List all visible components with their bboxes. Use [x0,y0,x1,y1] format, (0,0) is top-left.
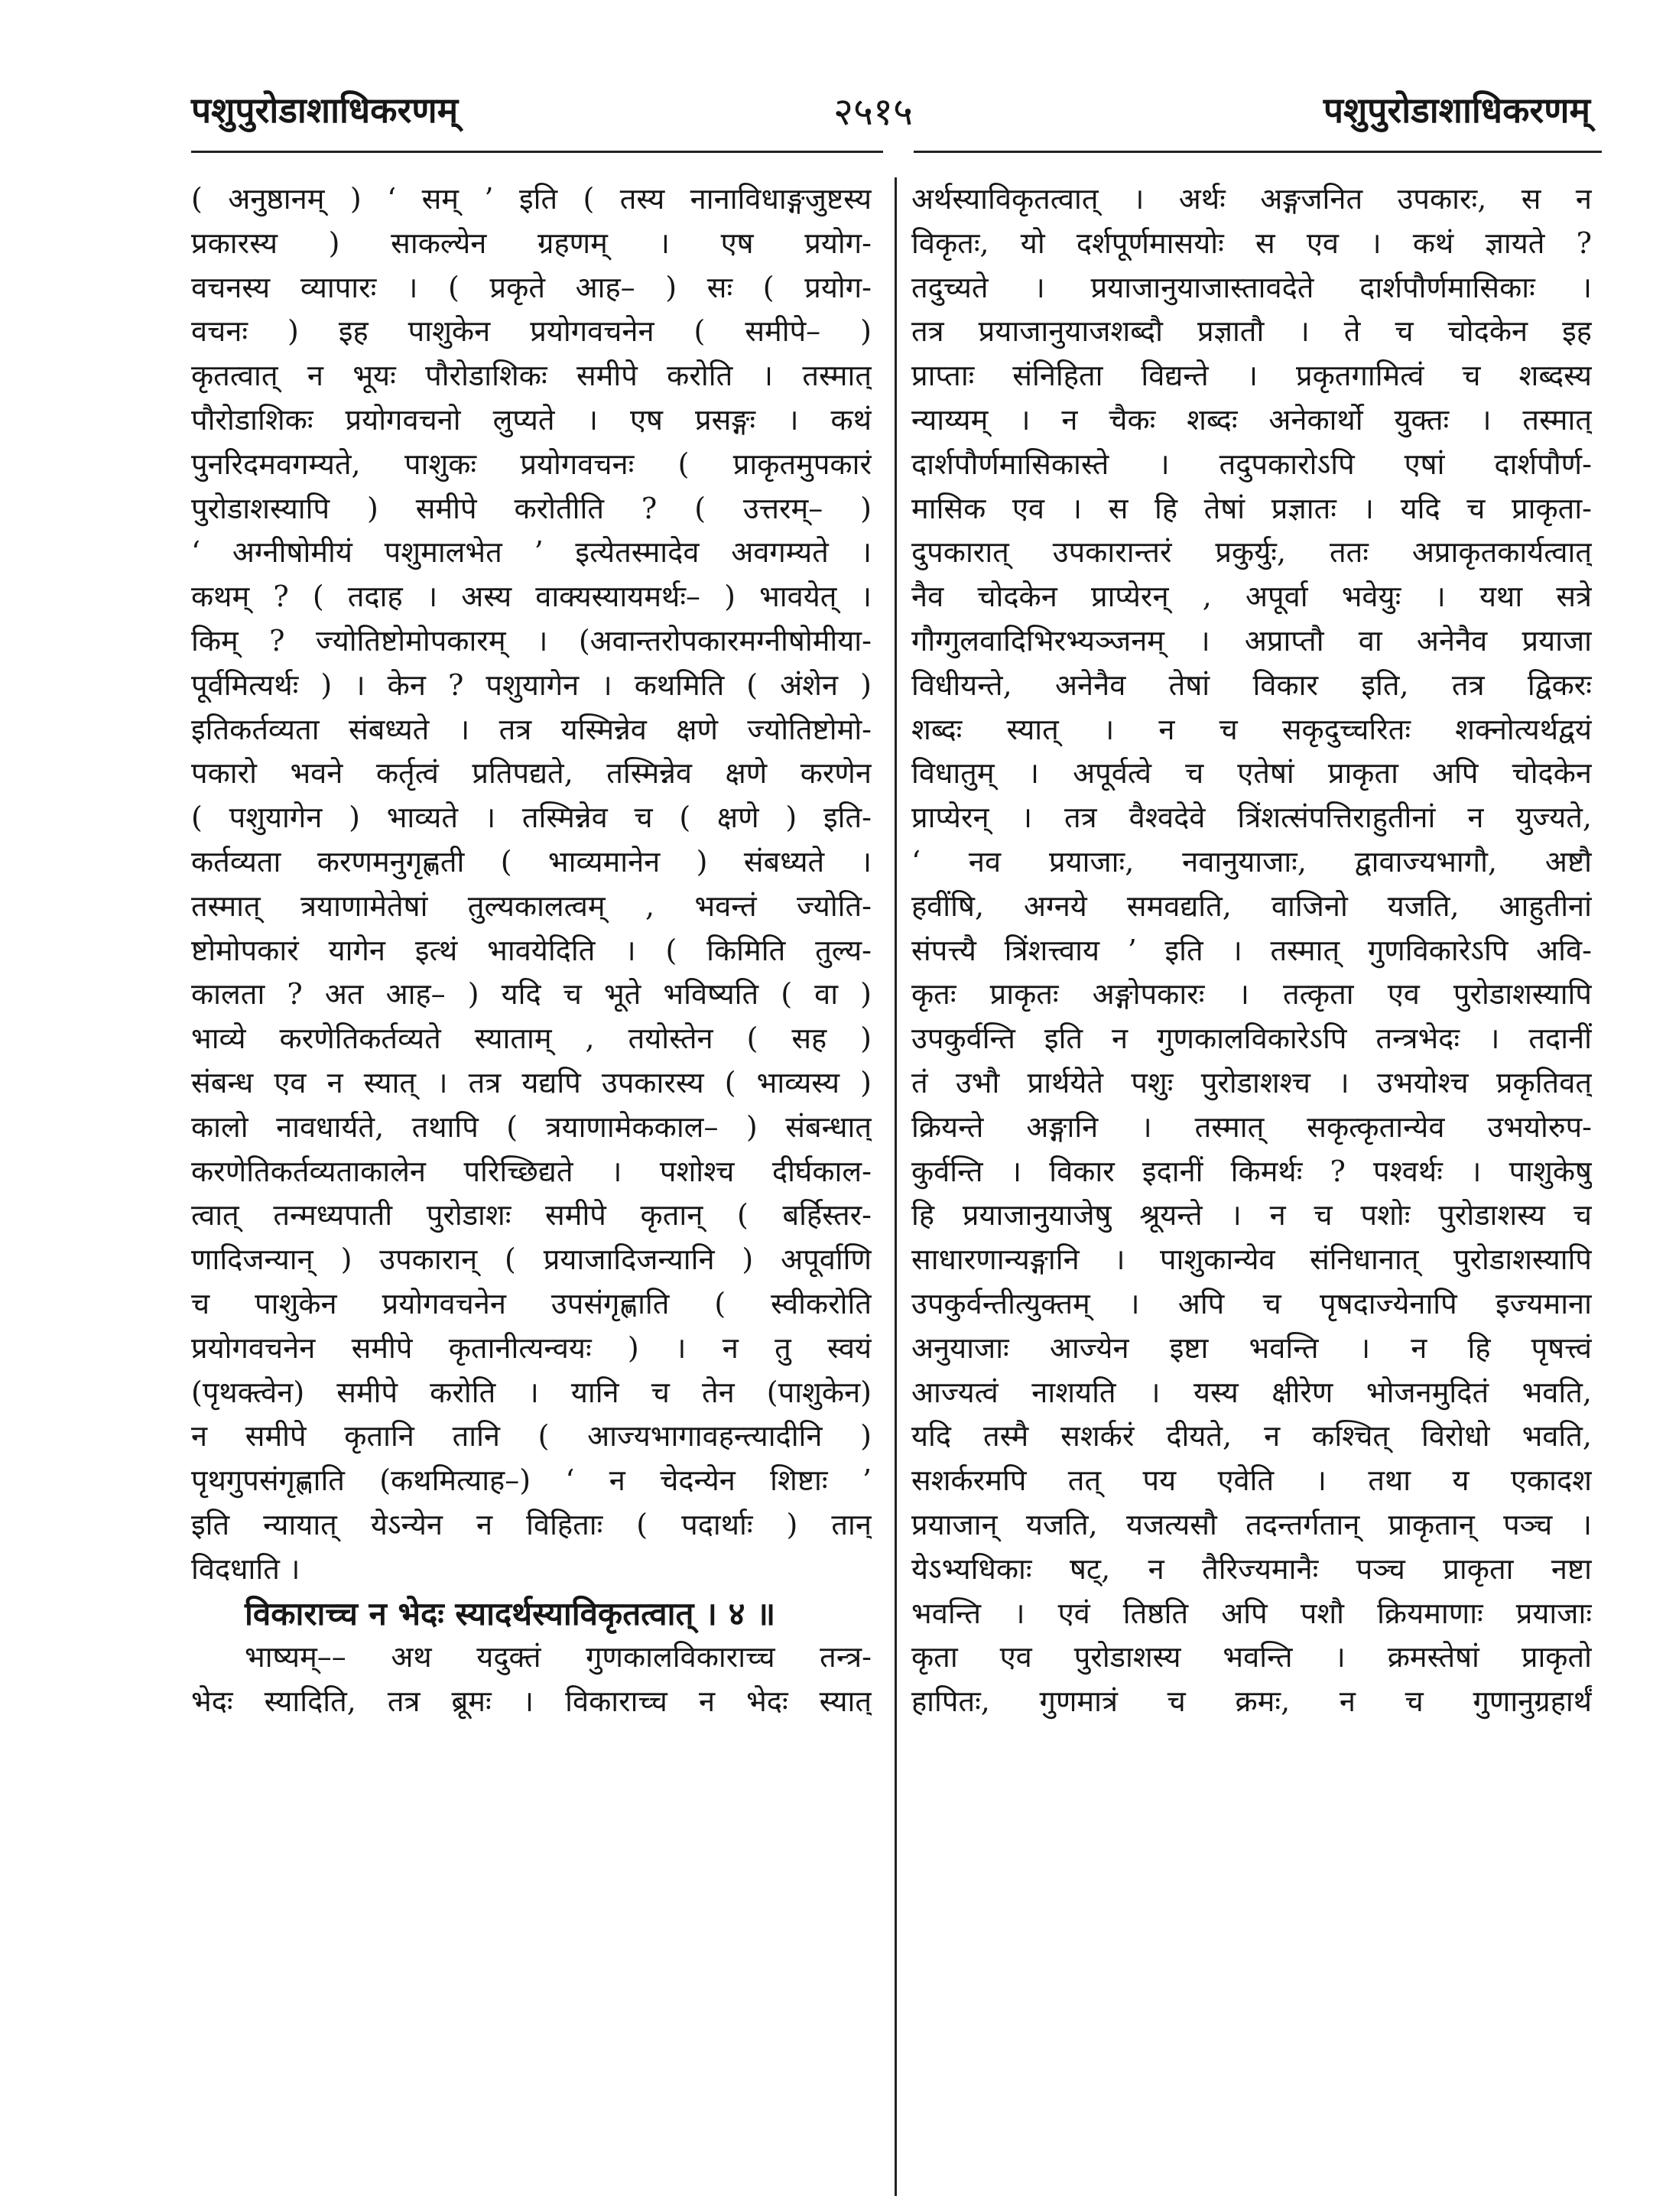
text-line: साधारणान्यङ्गानि । पाशुकान्येव संनिधानात् पुरोडाशस्यापि [911,1242,1592,1277]
header-right-title: पशुपुरोडाशाधिकरणम् [1323,89,1590,131]
text-line: कृतः प्राकृतः अङ्गोपकारः । तत्कृता एव पुरोडाशस्यापि [911,977,1592,1012]
text-line: किम् ? ज्योतिष्टोमोपकारम् । (अवान्तरोपकारमग्नीषोमीया- [191,623,872,658]
text-line: येऽभ्यधिकाः षट्, न तैरिज्यमानैः पञ्च प्राकृता नष्टा [911,1551,1592,1586]
text-line: अनुयाजाः आज्येन इष्टा भवन्ति । न हि पृषत्त्वं [911,1330,1592,1365]
text-line: ‘ अग्नीषोमीयं पशुमालभेत ’ इत्येतस्मादेव अवगम्यते । [191,535,872,570]
text-line: अर्थस्याविकृतत्वात् । अर्थः अङ्गजनित उपकारः, स न [911,182,1592,216]
text-line: पुनरिदमवगम्यते, पाशुकः प्रयोगवचनः ( प्राकृतमुपकारं [191,447,872,481]
text-line: सशर्करमपि तत् पय एवेति । तथा य एकादश [911,1463,1592,1498]
text-line: प्रयोगवचनेन समीपे कृतानीत्यन्वयः ) । न तु स्वयं [191,1330,872,1365]
text-line: ( अनुष्ठानम् ) ‘ सम् ’ इति ( तस्य नानाविधाङ्गजुष्टस्य [191,182,872,216]
text-line: प्रयाजान् यजति, यजत्यसौ तदन्तर्गतान् प्राकृतान् पञ्च । [911,1507,1592,1541]
text-line: इतिकर्तव्यता संबध्यते । तत्र यस्मिन्नेव क्षणे ज्योतिष्टोमो- [191,712,872,746]
text-line: कृता एव पुरोडाशस्य भवन्ति । क्रमस्तेषां प्राकृतो [911,1640,1592,1674]
text-line: ष्टोमोपकारं यागेन इत्थं भावयेदिति । ( किमिति तुल्य- [191,933,872,967]
header-rule-left [191,151,883,153]
text-line: तस्मात् त्रयाणामेतेषां तुल्यकालत्वम् , भवन्तं ज्योति- [191,888,872,923]
text-line: ‘ नव प्रयाजाः, नवानुयाजाः, द्वावाज्यभागौ, अष्टौ [911,844,1592,879]
text-line: पुरोडाशस्यापि ) समीपे करोतीति ? ( उत्तरम्– ) [191,491,872,525]
text-line: करणेतिकर्तव्यताकालेन परिच्छिद्यते । पशोश्च दीर्घकाल- [191,1154,872,1188]
text-line: त्वात् तन्मध्यपाती पुरोडाशः समीपे कृतान् ( बर्हिस्तर- [191,1198,872,1233]
text-line: उपकुर्वन्तीत्युक्तम् । अपि च पृषदाज्येनापि इज्यमाना [911,1286,1592,1320]
column-divider [895,177,897,2196]
text-line: विकृतः, यो दर्शपूर्णमासयोः स एव । कथं ज्ञायते ? [911,226,1592,260]
text-line: (पृथक्त्वेन) समीपे करोति । यानि च तेन (पाशुकेन) [191,1375,872,1409]
page-number: २५१५ [833,89,913,134]
text-line: नैव चोदकेन प्राप्येरन् , अपूर्वा भवेयुः । यथा सत्रे [911,580,1592,614]
text-line: उपकुर्वन्ति इति न गुणकालविकारेऽपि तन्त्रभेदः । तदानीं [911,1022,1592,1056]
text-line: दार्शपौर्णमासिकास्ते । तदुपकारोऽपि एषां दार्शपौर्ण- [911,447,1592,481]
text-line: प्राप्येरन् । तत्र वैश्वदेवे त्रिंशत्संपत्तिराहुतीनां न युज्यते, [911,801,1592,835]
text-line: हापितः, गुणमात्रं च क्रमः, न च गुणानुग्रहार्थं [911,1684,1592,1719]
text-line: कर्तव्यता करणमनुगृह्णती ( भाव्यमानेन ) संबध्यते । [191,844,872,879]
text-line: यदि तस्मै सशर्करं दीयते, न कश्चित् विरोधो भवति, [911,1419,1592,1454]
text-line: न्याय्यम् । न चैकः शब्दः अनेकार्थो युक्तः । तस्मात् [911,402,1592,437]
text-line: पृथगुपसंगृह्णाति (कथमित्याह–) ‘ न चेदन्येन शिष्टाः ’ [191,1463,872,1498]
text-line: तदुच्यते । प्रयाजानुयाजास्तावदेते दार्शपौर्णमासिकाः । [911,270,1592,304]
text-line: पकारो भवने कर्तृत्वं प्रतिपद्यते, तस्मिन्नेव क्षणे करणेन [191,756,872,791]
text-line: दुपकारात् उपकारान्तरं प्रकुर्युः, ततः अप्राकृतकार्यत्वात् [911,535,1592,570]
text-line: ( पशुयागेन ) भाव्यते । तस्मिन्नेव च ( क्षणे ) इति- [191,801,872,835]
text-line: हि प्रयाजानुयाजेषु श्रूयन्ते । न च पशोः पुरोडाशस्य च [911,1198,1592,1233]
text-line: विधीयन्ते, अनेनैव तेषां विकार इति, तत्र द्विकरः [911,667,1592,702]
bhashya-line: भेदः स्यादिति, तत्र ब्रूमः । विकाराच्च न भेदः स्यात् [191,1684,872,1719]
text-line: च पाशुकेन प्रयोगवचनेन उपसंगृह्णाति ( स्वीकरोति [191,1286,872,1320]
text-line: वचनः ) इह पाशुकेन प्रयोगवचनेन ( समीपे– ) [191,314,872,349]
text-line: हवींषि, अग्नये समवद्यति, वाजिनो यजति, आहुतीनां [911,888,1592,923]
text-line: शब्दः स्यात् । न च सकृदुच्चरितः शक्नोत्यर्थद्वयं [911,712,1592,746]
text-line: तं उभौ प्रार्थयेते पशुः पुरोडाशश्च । उभयोश्च प्रकृतिवत् [911,1065,1592,1100]
text-line: कालो नावधार्यते, तथापि ( त्रयाणामेककाल– ) संबन्धात् [191,1109,872,1144]
text-line: कथम् ? ( तदाह । अस्य वाक्यस्यायमर्थः– ) भावयेत् । [191,580,872,614]
header-left-title: पशुपुरोडाशाधिकरणम् [191,89,459,131]
text-line: कृतत्वात् न भूयः पौरोडाशिकः समीपे करोति । तस्मात् [191,359,872,393]
text-line: इति न्यायात् येऽन्येन न विहिताः ( पदार्थाः ) तान् [191,1507,872,1541]
text-line: कालता ? अत आह– ) यदि च भूते भविष्यति ( वा ) [191,977,872,1012]
sutra-heading: विकाराच्च न भेदः स्यादर्थस्याविकृतत्वात् । ४ ॥ [245,1594,776,1632]
text-line: पौरोडाशिकः प्रयोगवचनो लुप्यते । एष प्रसङ्गः । कथं [191,402,872,437]
text-line: पूर्वमित्यर्थः ) । केन ? पशुयागेन । कथमिति ( अंशेन ) [191,667,872,702]
text-line: भवन्ति । एवं तिष्ठति अपि पशौ क्रियमाणाः प्रयाजाः [911,1596,1592,1630]
text-line: भाव्ये करणेतिकर्तव्यते स्याताम् , तयोस्तेन ( सह ) [191,1022,872,1056]
text-line: विदधाति । [191,1551,300,1586]
running-header [191,76,1590,145]
text-line: क्रियन्ते अङ्गानि । तस्मात् सकृत्कृतान्येव उभयोरुप- [911,1109,1592,1144]
text-line: गौग्गुलवादिभिरभ्यञ्जनम् । अप्राप्तौ वा अनेनैव प्रयाजा [911,623,1592,658]
text-line: प्रकारस्य ) साकल्येन ग्रहणम् । एष प्रयोग- [191,226,872,260]
text-line: विधातुम् । अपूर्वत्वे च एतेषां प्राकृता अपि चोदकेन [911,756,1592,791]
text-line: तत्र प्रयाजानुयाजशब्दौ प्रज्ञातौ । ते च चोदकेन इह [911,314,1592,349]
text-line: आज्यत्वं नाशयति । यस्य क्षीरेण भोजनमुदितं भवति, [911,1375,1592,1409]
text-line: णादिजन्यान् ) उपकारान् ( प्रयाजादिजन्यानि ) अपूर्वाणि [191,1242,872,1277]
text-line: न समीपे कृतानि तानि ( आज्यभागावहन्त्यादीनि ) [191,1419,872,1454]
text-line: संबन्ध एव न स्यात् । तत्र यद्यपि उपकारस्य ( भाव्यस्य ) [191,1065,872,1100]
text-line: संपत्त्यै त्रिंशत्त्वाय ’ इति । तस्मात् गुणविकारेऽपि अवि- [911,933,1592,967]
text-line: वचनस्य व्यापारः । ( प्रकृते आह– ) सः ( प्रयोग- [191,270,872,304]
text-line: प्राप्ताः संनिहिता विद्यन्ते । प्रकृतगामित्वं च शब्दस्य [911,359,1592,393]
text-line: कुर्वन्ति । विकार इदानीं किमर्थः ? पश्वर्थः । पाशुकेषु [911,1154,1592,1188]
right-column [911,177,1592,1724]
bhashya-line: भाष्यम्–– अथ यदुक्तं गुणकालविकाराच्च तन्त्र- [245,1640,872,1674]
text-line: मासिक एव । स हि तेषां प्रज्ञातः । यदि च प्राकृता- [911,491,1592,525]
header-rule-right [914,151,1602,153]
left-column [191,177,872,1724]
